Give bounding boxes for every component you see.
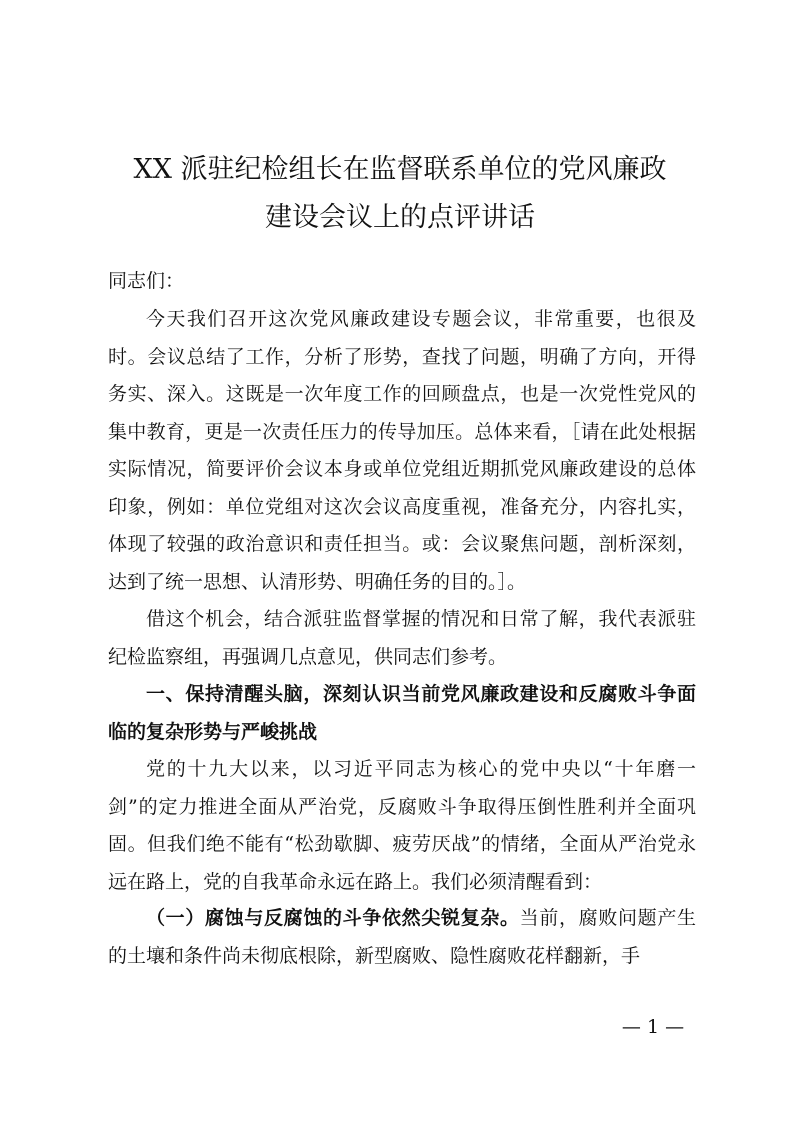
- section-heading-1: 一、保持清醒头脑，深刻认识当前党风廉政建设和反腐败斗争面临的复杂形势与严峻挑战: [108, 683, 696, 743]
- subsection-1-text: 当前，腐败问题产生的土壤和条件尚未彻底根除，新型腐败、隐性腐败花样翻新，手: [108, 907, 696, 967]
- paragraph-opening: 今天我们召开这次党风廉政建设专题会议，非常重要，也很及时。会议总结了工作，分析了形势，查找了问题，明确了方向，开得务实、深入。这既是一次年度工作的回顾盘点，也是一次党性党风的集中教育，更是一次责任压力的传导加压。总体来看，［请在此处根据实际情况，简要评价会议本身或单位党组近期抓党风廉政建设的总体印象，例如：单位党组对这次会议高度重视，准备充分，内容扎实，体现了较强的政治意识和责任担当。或：会议聚焦问题，剖析深刻，达到了统一思想、认清形势、明确任务的目的。］。: [108, 308, 696, 593]
- page-number: — 1 —: [621, 1016, 685, 1038]
- paragraph-situation: 党的十九大以来，以习近平同志为核心的党中央以“十年磨一剑”的定力推进全面从严治党，反腐败斗争取得压倒性胜利并全面巩固。但我们绝不能有“松劲歇脚、疲劳厌战”的情绪，全面从严治党永远在路上，党的自我革命永远在路上。我们必须清醒看到：: [108, 758, 696, 893]
- subsection-1-lead: （一）腐蚀与反腐蚀的斗争依然尖锐复杂。: [146, 907, 520, 929]
- paragraph-subsection-1: [108, 900, 696, 975]
- document-title-line-1: XX 派驻纪检组长在监督联系单位的党风廉政: [133, 154, 667, 185]
- salutation: 同志们：: [108, 270, 185, 292]
- paragraph-purpose: 借这个机会，结合派驻监督掌握的情况和日常了解，我代表派驻纪检监察组，再强调几点意见，供同志们参考。: [108, 608, 696, 668]
- document-title-line-2: 建设会议上的点评讲话: [265, 202, 535, 233]
